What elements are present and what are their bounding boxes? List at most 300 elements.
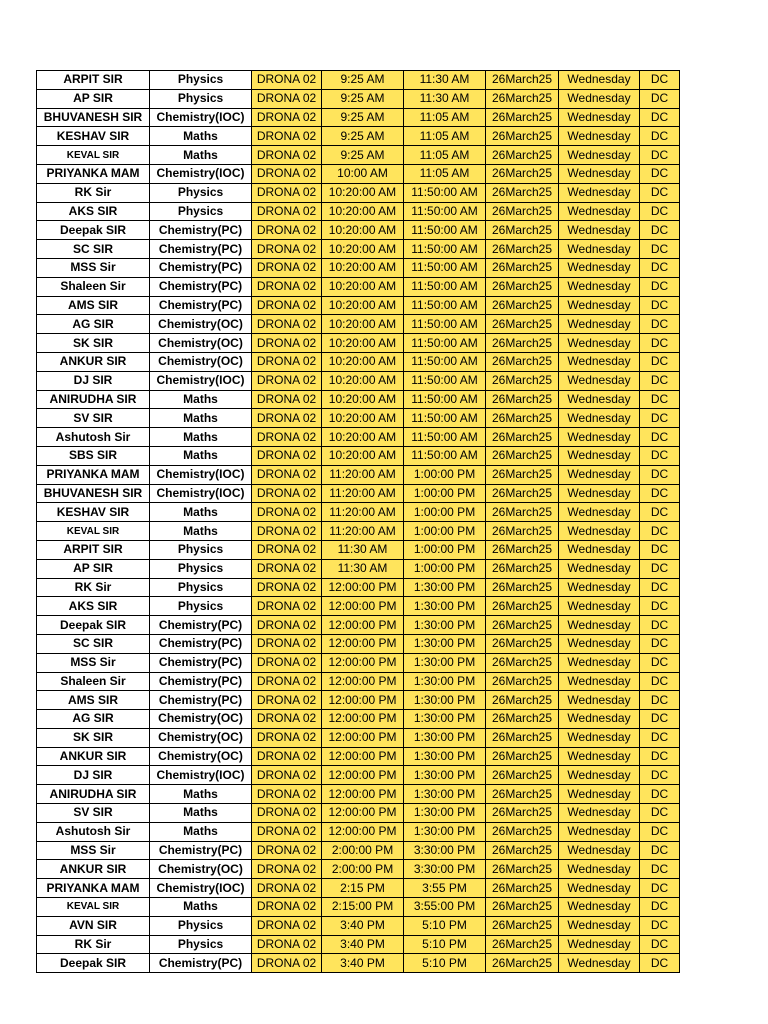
room-cell: DRONA 02 (252, 108, 322, 127)
subject-cell: Physics (150, 916, 252, 935)
end-time-cell: 1:30:00 PM (404, 710, 486, 729)
room-cell: DRONA 02 (252, 653, 322, 672)
code-cell: DC (640, 747, 680, 766)
start-time-cell: 10:20:00 AM (322, 258, 404, 277)
end-time-cell: 11:50:00 AM (404, 296, 486, 315)
room-cell: DRONA 02 (252, 916, 322, 935)
teacher-cell: Shaleen Sir (37, 277, 150, 296)
day-cell: Wednesday (559, 390, 640, 409)
table-row (37, 710, 680, 729)
end-time-cell: 1:30:00 PM (404, 785, 486, 804)
code-cell: DC (640, 146, 680, 165)
room-cell: DRONA 02 (252, 446, 322, 465)
end-time-cell: 11:05 AM (404, 146, 486, 165)
code-cell: DC (640, 221, 680, 240)
subject-cell: Physics (150, 89, 252, 108)
subject-cell: Physics (150, 202, 252, 221)
teacher-cell: AP SIR (37, 559, 150, 578)
start-time-cell: 10:20:00 AM (322, 315, 404, 334)
end-time-cell: 11:50:00 AM (404, 202, 486, 221)
room-cell: DRONA 02 (252, 390, 322, 409)
day-cell: Wednesday (559, 728, 640, 747)
room-cell: DRONA 02 (252, 334, 322, 353)
room-cell: DRONA 02 (252, 296, 322, 315)
code-cell: DC (640, 559, 680, 578)
code-cell: DC (640, 428, 680, 447)
subject-cell: Chemistry(PC) (150, 616, 252, 635)
room-cell: DRONA 02 (252, 240, 322, 259)
end-time-cell: 11:50:00 AM (404, 409, 486, 428)
start-time-cell: 10:20:00 AM (322, 446, 404, 465)
date-cell: 26March25 (486, 578, 559, 597)
subject-cell: Chemistry(OC) (150, 747, 252, 766)
end-time-cell: 1:00:00 PM (404, 559, 486, 578)
start-time-cell: 10:20:00 AM (322, 277, 404, 296)
end-time-cell: 1:30:00 PM (404, 766, 486, 785)
end-time-cell: 1:30:00 PM (404, 804, 486, 823)
end-time-cell: 11:50:00 AM (404, 390, 486, 409)
code-cell: DC (640, 296, 680, 315)
date-cell: 26March25 (486, 465, 559, 484)
room-cell: DRONA 02 (252, 484, 322, 503)
room-cell: DRONA 02 (252, 935, 322, 954)
end-time-cell: 5:10 PM (404, 935, 486, 954)
date-cell: 26March25 (486, 522, 559, 541)
date-cell: 26March25 (486, 428, 559, 447)
subject-cell: Maths (150, 785, 252, 804)
subject-cell: Maths (150, 503, 252, 522)
date-cell: 26March25 (486, 616, 559, 635)
teacher-cell: ANKUR SIR (37, 860, 150, 879)
code-cell: DC (640, 89, 680, 108)
table-row (37, 202, 680, 221)
code-cell: DC (640, 446, 680, 465)
code-cell: DC (640, 822, 680, 841)
start-time-cell: 11:20:00 AM (322, 503, 404, 522)
date-cell: 26March25 (486, 371, 559, 390)
code-cell: DC (640, 954, 680, 973)
day-cell: Wednesday (559, 559, 640, 578)
table-row (37, 935, 680, 954)
date-cell: 26March25 (486, 634, 559, 653)
start-time-cell: 2:00:00 PM (322, 860, 404, 879)
table-row (37, 409, 680, 428)
day-cell: Wednesday (559, 578, 640, 597)
date-cell: 26March25 (486, 898, 559, 917)
end-time-cell: 5:10 PM (404, 916, 486, 935)
teacher-cell: KESHAV SIR (37, 503, 150, 522)
room-cell: DRONA 02 (252, 202, 322, 221)
schedule-body (37, 71, 680, 973)
start-time-cell: 12:00:00 PM (322, 691, 404, 710)
room-cell: DRONA 02 (252, 578, 322, 597)
subject-cell: Chemistry(PC) (150, 258, 252, 277)
code-cell: DC (640, 879, 680, 898)
room-cell: DRONA 02 (252, 277, 322, 296)
day-cell: Wednesday (559, 334, 640, 353)
subject-cell: Chemistry(IOC) (150, 484, 252, 503)
start-time-cell: 12:00:00 PM (322, 634, 404, 653)
date-cell: 26March25 (486, 146, 559, 165)
day-cell: Wednesday (559, 127, 640, 146)
day-cell: Wednesday (559, 315, 640, 334)
subject-cell: Chemistry(PC) (150, 954, 252, 973)
room-cell: DRONA 02 (252, 183, 322, 202)
table-row (37, 616, 680, 635)
code-cell: DC (640, 240, 680, 259)
room-cell: DRONA 02 (252, 465, 322, 484)
date-cell: 26March25 (486, 540, 559, 559)
code-cell: DC (640, 315, 680, 334)
teacher-cell: Ashutosh Sir (37, 428, 150, 447)
code-cell: DC (640, 804, 680, 823)
end-time-cell: 11:30 AM (404, 89, 486, 108)
subject-cell: Chemistry(PC) (150, 841, 252, 860)
table-row (37, 954, 680, 973)
subject-cell: Maths (150, 804, 252, 823)
day-cell: Wednesday (559, 634, 640, 653)
code-cell: DC (640, 409, 680, 428)
end-time-cell: 1:00:00 PM (404, 484, 486, 503)
date-cell: 26March25 (486, 672, 559, 691)
teacher-cell: AG SIR (37, 315, 150, 334)
room-cell: DRONA 02 (252, 879, 322, 898)
day-cell: Wednesday (559, 785, 640, 804)
day-cell: Wednesday (559, 841, 640, 860)
day-cell: Wednesday (559, 428, 640, 447)
code-cell: DC (640, 916, 680, 935)
table-row (37, 221, 680, 240)
code-cell: DC (640, 164, 680, 183)
start-time-cell: 11:20:00 AM (322, 465, 404, 484)
date-cell: 26March25 (486, 315, 559, 334)
teacher-cell: AKS SIR (37, 597, 150, 616)
table-row (37, 296, 680, 315)
date-cell: 26March25 (486, 822, 559, 841)
teacher-cell: Shaleen Sir (37, 672, 150, 691)
start-time-cell: 12:00:00 PM (322, 653, 404, 672)
table-row (37, 578, 680, 597)
teacher-cell: AVN SIR (37, 916, 150, 935)
start-time-cell: 2:00:00 PM (322, 841, 404, 860)
end-time-cell: 1:00:00 PM (404, 503, 486, 522)
end-time-cell: 11:50:00 AM (404, 258, 486, 277)
code-cell: DC (640, 597, 680, 616)
start-time-cell: 10:20:00 AM (322, 221, 404, 240)
table-row (37, 146, 680, 165)
day-cell: Wednesday (559, 352, 640, 371)
day-cell: Wednesday (559, 898, 640, 917)
teacher-cell: AG SIR (37, 710, 150, 729)
code-cell: DC (640, 653, 680, 672)
table-row (37, 127, 680, 146)
teacher-cell: ANIRUDHA SIR (37, 390, 150, 409)
date-cell: 26March25 (486, 559, 559, 578)
subject-cell: Chemistry(PC) (150, 277, 252, 296)
subject-cell: Physics (150, 559, 252, 578)
table-row (37, 258, 680, 277)
subject-cell: Chemistry(IOC) (150, 879, 252, 898)
date-cell: 26March25 (486, 860, 559, 879)
end-time-cell: 1:30:00 PM (404, 728, 486, 747)
teacher-cell: SV SIR (37, 409, 150, 428)
teacher-cell: Deepak SIR (37, 954, 150, 973)
start-time-cell: 10:20:00 AM (322, 183, 404, 202)
date-cell: 26March25 (486, 258, 559, 277)
teacher-cell: RK Sir (37, 578, 150, 597)
room-cell: DRONA 02 (252, 164, 322, 183)
day-cell: Wednesday (559, 183, 640, 202)
teacher-cell: Deepak SIR (37, 616, 150, 635)
subject-cell: Chemistry(IOC) (150, 164, 252, 183)
start-time-cell: 9:25 AM (322, 146, 404, 165)
day-cell: Wednesday (559, 258, 640, 277)
teacher-cell: SBS SIR (37, 446, 150, 465)
end-time-cell: 5:10 PM (404, 954, 486, 973)
table-row (37, 653, 680, 672)
day-cell: Wednesday (559, 146, 640, 165)
table-row (37, 240, 680, 259)
room-cell: DRONA 02 (252, 127, 322, 146)
table-row (37, 334, 680, 353)
start-time-cell: 3:40 PM (322, 916, 404, 935)
room-cell: DRONA 02 (252, 409, 322, 428)
table-row (37, 898, 680, 917)
code-cell: DC (640, 860, 680, 879)
date-cell: 26March25 (486, 221, 559, 240)
start-time-cell: 10:20:00 AM (322, 334, 404, 353)
day-cell: Wednesday (559, 296, 640, 315)
teacher-cell: RK Sir (37, 183, 150, 202)
table-row (37, 371, 680, 390)
start-time-cell: 11:20:00 AM (322, 522, 404, 541)
start-time-cell: 12:00:00 PM (322, 710, 404, 729)
code-cell: DC (640, 766, 680, 785)
start-time-cell: 11:20:00 AM (322, 484, 404, 503)
start-time-cell: 3:40 PM (322, 954, 404, 973)
start-time-cell: 10:20:00 AM (322, 296, 404, 315)
teacher-cell: AP SIR (37, 89, 150, 108)
teacher-cell: MSS Sir (37, 653, 150, 672)
code-cell: DC (640, 390, 680, 409)
start-time-cell: 10:20:00 AM (322, 202, 404, 221)
end-time-cell: 3:30:00 PM (404, 860, 486, 879)
day-cell: Wednesday (559, 916, 640, 935)
day-cell: Wednesday (559, 747, 640, 766)
day-cell: Wednesday (559, 108, 640, 127)
table-row (37, 785, 680, 804)
start-time-cell: 10:20:00 AM (322, 390, 404, 409)
subject-cell: Maths (150, 390, 252, 409)
room-cell: DRONA 02 (252, 766, 322, 785)
end-time-cell: 3:30:00 PM (404, 841, 486, 860)
teacher-cell: DJ SIR (37, 766, 150, 785)
day-cell: Wednesday (559, 766, 640, 785)
start-time-cell: 10:20:00 AM (322, 352, 404, 371)
table-row (37, 540, 680, 559)
start-time-cell: 11:30 AM (322, 540, 404, 559)
room-cell: DRONA 02 (252, 352, 322, 371)
table-row (37, 879, 680, 898)
teacher-cell: BHUVANESH SIR (37, 484, 150, 503)
room-cell: DRONA 02 (252, 559, 322, 578)
subject-cell: Maths (150, 898, 252, 917)
teacher-cell: PRIYANKA MAM (37, 465, 150, 484)
date-cell: 26March25 (486, 127, 559, 146)
room-cell: DRONA 02 (252, 371, 322, 390)
day-cell: Wednesday (559, 484, 640, 503)
start-time-cell: 3:40 PM (322, 935, 404, 954)
subject-cell: Maths (150, 127, 252, 146)
date-cell: 26March25 (486, 240, 559, 259)
end-time-cell: 1:30:00 PM (404, 747, 486, 766)
room-cell: DRONA 02 (252, 146, 322, 165)
start-time-cell: 9:25 AM (322, 108, 404, 127)
table-row (37, 559, 680, 578)
code-cell: DC (640, 935, 680, 954)
subject-cell: Maths (150, 446, 252, 465)
day-cell: Wednesday (559, 446, 640, 465)
day-cell: Wednesday (559, 804, 640, 823)
room-cell: DRONA 02 (252, 428, 322, 447)
subject-cell: Chemistry(PC) (150, 634, 252, 653)
table-row (37, 108, 680, 127)
code-cell: DC (640, 522, 680, 541)
subject-cell: Physics (150, 578, 252, 597)
room-cell: DRONA 02 (252, 634, 322, 653)
room-cell: DRONA 02 (252, 728, 322, 747)
code-cell: DC (640, 672, 680, 691)
teacher-cell: ANKUR SIR (37, 747, 150, 766)
code-cell: DC (640, 465, 680, 484)
room-cell: DRONA 02 (252, 221, 322, 240)
room-cell: DRONA 02 (252, 540, 322, 559)
teacher-cell: AMS SIR (37, 296, 150, 315)
day-cell: Wednesday (559, 164, 640, 183)
subject-cell: Chemistry(OC) (150, 334, 252, 353)
date-cell: 26March25 (486, 597, 559, 616)
room-cell: DRONA 02 (252, 503, 322, 522)
subject-cell: Chemistry(IOC) (150, 766, 252, 785)
start-time-cell: 11:30 AM (322, 559, 404, 578)
day-cell: Wednesday (559, 522, 640, 541)
end-time-cell: 1:30:00 PM (404, 634, 486, 653)
subject-cell: Physics (150, 935, 252, 954)
room-cell: DRONA 02 (252, 89, 322, 108)
room-cell: DRONA 02 (252, 616, 322, 635)
room-cell: DRONA 02 (252, 898, 322, 917)
day-cell: Wednesday (559, 71, 640, 90)
code-cell: DC (640, 728, 680, 747)
subject-cell: Chemistry(PC) (150, 653, 252, 672)
day-cell: Wednesday (559, 597, 640, 616)
subject-cell: Chemistry(PC) (150, 240, 252, 259)
table-row (37, 315, 680, 334)
date-cell: 26March25 (486, 785, 559, 804)
date-cell: 26March25 (486, 653, 559, 672)
start-time-cell: 9:25 AM (322, 89, 404, 108)
date-cell: 26March25 (486, 71, 559, 90)
subject-cell: Maths (150, 522, 252, 541)
end-time-cell: 11:50:00 AM (404, 315, 486, 334)
teacher-cell: PRIYANKA MAM (37, 879, 150, 898)
teacher-cell: DJ SIR (37, 371, 150, 390)
room-cell: DRONA 02 (252, 710, 322, 729)
subject-cell: Maths (150, 146, 252, 165)
date-cell: 26March25 (486, 89, 559, 108)
day-cell: Wednesday (559, 240, 640, 259)
day-cell: Wednesday (559, 954, 640, 973)
subject-cell: Chemistry(PC) (150, 672, 252, 691)
code-cell: DC (640, 334, 680, 353)
subject-cell: Chemistry(IOC) (150, 108, 252, 127)
table-row (37, 352, 680, 371)
day-cell: Wednesday (559, 653, 640, 672)
teacher-cell: ARPIT SIR (37, 71, 150, 90)
teacher-cell: SK SIR (37, 334, 150, 353)
date-cell: 26March25 (486, 503, 559, 522)
teacher-cell: Ashutosh Sir (37, 822, 150, 841)
end-time-cell: 11:50:00 AM (404, 334, 486, 353)
date-cell: 26March25 (486, 484, 559, 503)
start-time-cell: 12:00:00 PM (322, 672, 404, 691)
day-cell: Wednesday (559, 277, 640, 296)
start-time-cell: 9:25 AM (322, 71, 404, 90)
end-time-cell: 11:50:00 AM (404, 277, 486, 296)
day-cell: Wednesday (559, 822, 640, 841)
end-time-cell: 11:50:00 AM (404, 240, 486, 259)
code-cell: DC (640, 127, 680, 146)
teacher-cell: MSS Sir (37, 258, 150, 277)
date-cell: 26March25 (486, 446, 559, 465)
table-row (37, 916, 680, 935)
date-cell: 26March25 (486, 710, 559, 729)
table-row (37, 691, 680, 710)
subject-cell: Physics (150, 540, 252, 559)
room-cell: DRONA 02 (252, 315, 322, 334)
room-cell: DRONA 02 (252, 822, 322, 841)
date-cell: 26March25 (486, 879, 559, 898)
teacher-cell: Deepak SIR (37, 221, 150, 240)
day-cell: Wednesday (559, 202, 640, 221)
table-row (37, 71, 680, 90)
code-cell: DC (640, 371, 680, 390)
start-time-cell: 12:00:00 PM (322, 822, 404, 841)
table-row (37, 841, 680, 860)
day-cell: Wednesday (559, 371, 640, 390)
table-row (37, 484, 680, 503)
room-cell: DRONA 02 (252, 747, 322, 766)
day-cell: Wednesday (559, 672, 640, 691)
table-row (37, 822, 680, 841)
date-cell: 26March25 (486, 841, 559, 860)
table-row (37, 446, 680, 465)
code-cell: DC (640, 785, 680, 804)
end-time-cell: 1:30:00 PM (404, 616, 486, 635)
day-cell: Wednesday (559, 503, 640, 522)
teacher-cell: SC SIR (37, 240, 150, 259)
start-time-cell: 12:00:00 PM (322, 804, 404, 823)
start-time-cell: 12:00:00 PM (322, 578, 404, 597)
table-row (37, 672, 680, 691)
date-cell: 26March25 (486, 747, 559, 766)
subject-cell: Physics (150, 183, 252, 202)
start-time-cell: 2:15 PM (322, 879, 404, 898)
date-cell: 26March25 (486, 164, 559, 183)
room-cell: DRONA 02 (252, 522, 322, 541)
end-time-cell: 11:50:00 AM (404, 446, 486, 465)
start-time-cell: 10:20:00 AM (322, 409, 404, 428)
